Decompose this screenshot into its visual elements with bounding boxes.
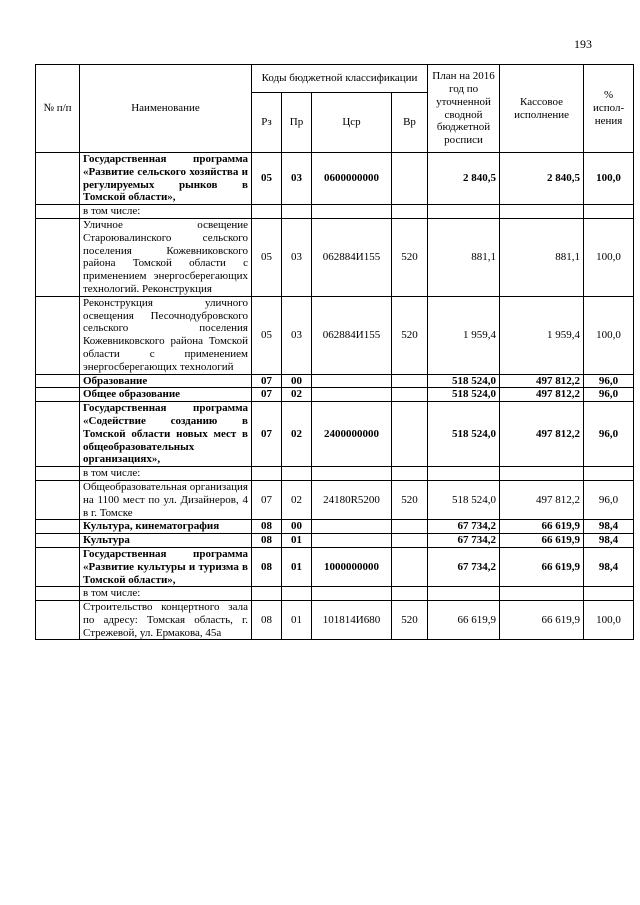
table-row bbox=[36, 467, 634, 481]
cell-num bbox=[36, 520, 80, 534]
cell-rz: 05 bbox=[252, 296, 282, 374]
cell-rz: 07 bbox=[252, 388, 282, 402]
cell-csr bbox=[312, 534, 392, 548]
cell-plan: 67 734,2 bbox=[428, 534, 500, 548]
cell-csr bbox=[312, 205, 392, 219]
cell-cash: 497 812,2 bbox=[500, 388, 584, 402]
cell-vr bbox=[392, 534, 428, 548]
cell-plan: 518 524,0 bbox=[428, 402, 500, 467]
cell-pr: 01 bbox=[282, 534, 312, 548]
cell-name: в том числе: bbox=[80, 467, 252, 481]
cell-vr: 520 bbox=[392, 601, 428, 640]
cell-num bbox=[36, 374, 80, 388]
cell-pct: 96,0 bbox=[584, 480, 634, 519]
cell-pct bbox=[584, 467, 634, 481]
header-name: Наименование bbox=[80, 65, 252, 153]
cell-vr: 520 bbox=[392, 218, 428, 296]
table-row bbox=[36, 205, 634, 219]
cell-vr bbox=[392, 374, 428, 388]
cell-num bbox=[36, 534, 80, 548]
cell-pr: 02 bbox=[282, 402, 312, 467]
table-row bbox=[36, 296, 634, 374]
table-row bbox=[36, 388, 634, 402]
cell-pr: 03 bbox=[282, 296, 312, 374]
cell-pct: 100,0 bbox=[584, 153, 634, 205]
cell-rz: 05 bbox=[252, 218, 282, 296]
cell-pr bbox=[282, 467, 312, 481]
header-plan: План на 2016 год по уточненной сводной бюджетной росписи bbox=[428, 65, 500, 153]
cell-csr bbox=[312, 388, 392, 402]
cell-vr bbox=[392, 388, 428, 402]
cell-rz: 05 bbox=[252, 153, 282, 205]
cell-pct: 96,0 bbox=[584, 374, 634, 388]
cell-vr bbox=[392, 205, 428, 219]
header-pct: % испол-нения bbox=[584, 65, 634, 153]
cell-name: в том числе: bbox=[80, 587, 252, 601]
cell-pr: 00 bbox=[282, 520, 312, 534]
cell-name: в том числе: bbox=[80, 205, 252, 219]
cell-name: Культура, кинематография bbox=[80, 520, 252, 534]
cell-csr bbox=[312, 520, 392, 534]
header-codes: Коды бюджетной классификации bbox=[252, 65, 428, 93]
table-row bbox=[36, 153, 634, 205]
cell-pct: 98,4 bbox=[584, 520, 634, 534]
cell-vr: 520 bbox=[392, 296, 428, 374]
cell-cash: 497 812,2 bbox=[500, 402, 584, 467]
cell-csr: 062884И155 bbox=[312, 296, 392, 374]
cell-plan: 67 734,2 bbox=[428, 547, 500, 586]
cell-num bbox=[36, 601, 80, 640]
header-csr: Цср bbox=[312, 93, 392, 153]
cell-name: Государственная программа «Содействие созданию в Томской области новых мест в общеобразовательных организациях», bbox=[80, 402, 252, 467]
table-row bbox=[36, 547, 634, 586]
cell-csr: 24180R5200 bbox=[312, 480, 392, 519]
cell-vr bbox=[392, 520, 428, 534]
cell-pr: 02 bbox=[282, 388, 312, 402]
cell-cash: 1 959,4 bbox=[500, 296, 584, 374]
cell-vr bbox=[392, 402, 428, 467]
cell-name: Общеобразовательная организация на 1100 мест по ул. Дизайнеров, 4 в г. Томске bbox=[80, 480, 252, 519]
cell-cash: 66 619,9 bbox=[500, 601, 584, 640]
cell-cash: 66 619,9 bbox=[500, 534, 584, 548]
cell-csr bbox=[312, 374, 392, 388]
cell-num bbox=[36, 480, 80, 519]
cell-pct: 96,0 bbox=[584, 402, 634, 467]
cell-pr: 01 bbox=[282, 601, 312, 640]
cell-plan: 518 524,0 bbox=[428, 480, 500, 519]
header-pr: Пр bbox=[282, 93, 312, 153]
header-cash: Кассовое исполнение bbox=[500, 65, 584, 153]
budget-table bbox=[35, 64, 634, 640]
cell-pr: 02 bbox=[282, 480, 312, 519]
cell-vr: 520 bbox=[392, 480, 428, 519]
cell-pr: 03 bbox=[282, 218, 312, 296]
cell-rz bbox=[252, 467, 282, 481]
cell-num bbox=[36, 205, 80, 219]
cell-cash: 66 619,9 bbox=[500, 547, 584, 586]
header-rz: Рз bbox=[252, 93, 282, 153]
cell-pct: 98,4 bbox=[584, 547, 634, 586]
cell-rz: 07 bbox=[252, 402, 282, 467]
cell-num bbox=[36, 587, 80, 601]
cell-plan bbox=[428, 467, 500, 481]
cell-name: Уличное освещение Староювалинского сельского поселения Кожевниковского района Томской области с применением энергосберегающих технологий. Реконструкция bbox=[80, 218, 252, 296]
cell-rz: 07 bbox=[252, 480, 282, 519]
cell-plan: 881,1 bbox=[428, 218, 500, 296]
cell-name: Строительство концертного зала по адресу: Томская область, г. Стрежевой, ул. Ермакова, 45а bbox=[80, 601, 252, 640]
table-body bbox=[36, 153, 634, 640]
cell-pct: 100,0 bbox=[584, 296, 634, 374]
cell-num bbox=[36, 218, 80, 296]
cell-csr bbox=[312, 467, 392, 481]
cell-name: Образование bbox=[80, 374, 252, 388]
cell-name: Государственная программа «Развитие культуры и туризма в Томской области», bbox=[80, 547, 252, 586]
cell-plan bbox=[428, 205, 500, 219]
cell-csr: 1000000000 bbox=[312, 547, 392, 586]
cell-csr: 062884И155 bbox=[312, 218, 392, 296]
table-row bbox=[36, 520, 634, 534]
cell-vr bbox=[392, 547, 428, 586]
cell-rz bbox=[252, 587, 282, 601]
cell-vr bbox=[392, 153, 428, 205]
cell-plan: 67 734,2 bbox=[428, 520, 500, 534]
cell-cash bbox=[500, 467, 584, 481]
table-row bbox=[36, 374, 634, 388]
cell-pct: 100,0 bbox=[584, 218, 634, 296]
cell-cash bbox=[500, 587, 584, 601]
cell-vr bbox=[392, 587, 428, 601]
cell-vr bbox=[392, 467, 428, 481]
cell-pct: 100,0 bbox=[584, 601, 634, 640]
cell-csr: 2400000000 bbox=[312, 402, 392, 467]
cell-cash: 497 812,2 bbox=[500, 480, 584, 519]
cell-name: Государственная программа «Развитие сельского хозяйства и регулируемых рынков в Томской области», bbox=[80, 153, 252, 205]
cell-cash: 497 812,2 bbox=[500, 374, 584, 388]
cell-num bbox=[36, 388, 80, 402]
table-row bbox=[36, 534, 634, 548]
cell-plan: 66 619,9 bbox=[428, 601, 500, 640]
cell-num bbox=[36, 402, 80, 467]
cell-cash: 2 840,5 bbox=[500, 153, 584, 205]
table-row bbox=[36, 480, 634, 519]
cell-pct bbox=[584, 587, 634, 601]
cell-rz: 08 bbox=[252, 520, 282, 534]
cell-rz: 08 bbox=[252, 534, 282, 548]
cell-name: Культура bbox=[80, 534, 252, 548]
cell-cash: 66 619,9 bbox=[500, 520, 584, 534]
cell-rz: 07 bbox=[252, 374, 282, 388]
cell-pr: 00 bbox=[282, 374, 312, 388]
cell-rz: 08 bbox=[252, 547, 282, 586]
cell-csr: 0600000000 bbox=[312, 153, 392, 205]
cell-cash: 881,1 bbox=[500, 218, 584, 296]
cell-csr: 101814И680 bbox=[312, 601, 392, 640]
cell-pr: 03 bbox=[282, 153, 312, 205]
cell-plan: 1 959,4 bbox=[428, 296, 500, 374]
header-num: № п/п bbox=[36, 65, 80, 153]
cell-num bbox=[36, 547, 80, 586]
cell-plan: 518 524,0 bbox=[428, 388, 500, 402]
cell-name: Общее образование bbox=[80, 388, 252, 402]
header-vr: Вр bbox=[392, 93, 428, 153]
table-row bbox=[36, 218, 634, 296]
table-row bbox=[36, 587, 634, 601]
cell-pct bbox=[584, 205, 634, 219]
table-row bbox=[36, 601, 634, 640]
cell-rz bbox=[252, 205, 282, 219]
cell-plan: 2 840,5 bbox=[428, 153, 500, 205]
cell-pr bbox=[282, 205, 312, 219]
cell-name: Реконструкция уличного освещения Песочнодубровского сельского поселения Кожевниковского района Томской области с применением энергосберегающих технологий bbox=[80, 296, 252, 374]
cell-csr bbox=[312, 587, 392, 601]
cell-num bbox=[36, 153, 80, 205]
table-row bbox=[36, 402, 634, 467]
cell-rz: 08 bbox=[252, 601, 282, 640]
cell-pr: 01 bbox=[282, 547, 312, 586]
cell-num bbox=[36, 296, 80, 374]
cell-plan bbox=[428, 587, 500, 601]
cell-cash bbox=[500, 205, 584, 219]
cell-plan: 518 524,0 bbox=[428, 374, 500, 388]
cell-num bbox=[36, 467, 80, 481]
cell-pct: 96,0 bbox=[584, 388, 634, 402]
cell-pr bbox=[282, 587, 312, 601]
page-number: 193 bbox=[574, 37, 592, 51]
cell-pct: 98,4 bbox=[584, 534, 634, 548]
